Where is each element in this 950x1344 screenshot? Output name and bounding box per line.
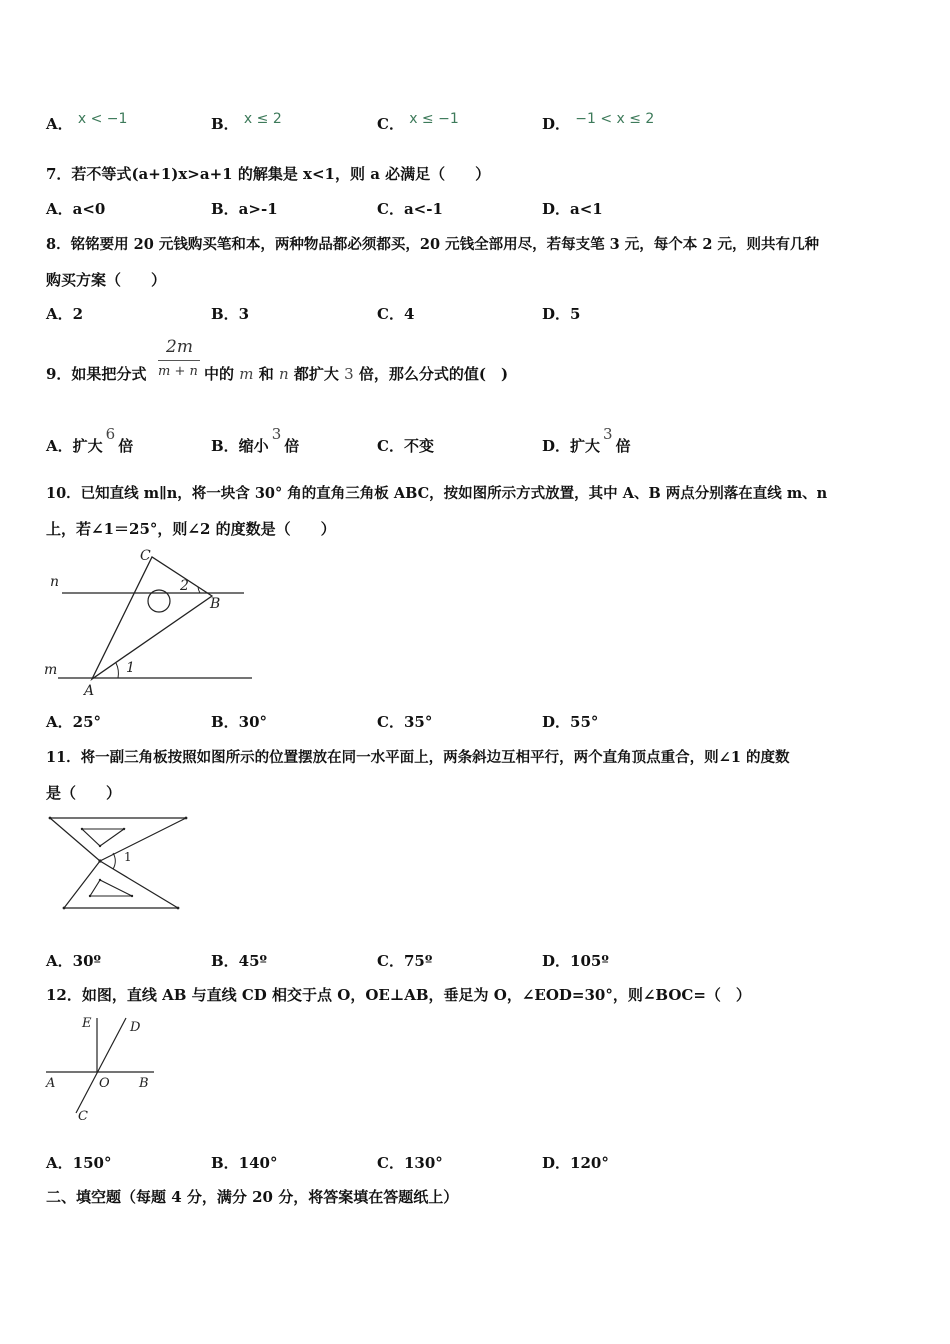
option-letter: C． bbox=[377, 115, 404, 133]
q10-option-c: C．35° bbox=[377, 713, 433, 731]
label-a: A bbox=[84, 683, 95, 697]
q9-fraction-denominator: m + n bbox=[158, 364, 198, 379]
q6-option-a bbox=[46, 113, 127, 134]
q10-stem-line1: 10．已知直线 m∥n，将一块含 30° 角的直角三角板 ABC，按如图所示方式放置，其中 A、B 两点分别落在直线 m、n bbox=[46, 485, 828, 502]
q8-option-d: D．5 bbox=[542, 305, 581, 323]
q8-option-b: B．3 bbox=[211, 305, 250, 323]
bottom-triangle-right-leg bbox=[100, 861, 178, 908]
q11-stem-line1: 11．将一副三角板按照如图所示的位置摆放在同一水平面上，两条斜边互相平行，两个直角顶点重合，则∠1 的度数 bbox=[46, 749, 790, 766]
option-letter: B． bbox=[211, 115, 239, 133]
option-pre: D．扩大 bbox=[542, 437, 601, 455]
q10-stem-line2: 上，若∠1＝25°，则∠2 的度数是（ ） bbox=[46, 520, 336, 538]
q12-stem: 12．如图，直线 AB 与直线 CD 相交于点 O，OE⊥AB，垂足为 O，∠EOD=30°，则∠BOC=（ ） bbox=[46, 986, 751, 1004]
q9-option-a bbox=[46, 425, 134, 456]
label-c: C bbox=[78, 1109, 88, 1124]
triangle-abc bbox=[92, 557, 212, 679]
q9-suffix: 倍，那么分式的值( ) bbox=[358, 365, 509, 383]
q12-option-c: C．130° bbox=[377, 1154, 443, 1172]
option-number: 3 bbox=[603, 425, 613, 443]
top-triangle-right-leg bbox=[100, 818, 186, 861]
q8-stem-line1: 8．铭铭要用 20 元钱购买笔和本，两种物品都必须都买，20 元钱全部用尽，若每支笔 3 元，每个本 2 元，则共有几种 bbox=[46, 236, 819, 253]
option-post: 倍 bbox=[284, 437, 300, 455]
option-expression: x ≤ −1 bbox=[409, 111, 459, 127]
q9-var-m: m bbox=[239, 365, 254, 383]
q11-option-a: A．30º bbox=[46, 952, 102, 970]
vertex-dot bbox=[99, 845, 101, 847]
q11-option-b: B．45º bbox=[211, 952, 268, 970]
option-expression: x < −1 bbox=[77, 111, 128, 127]
q9-stem-rest bbox=[204, 363, 508, 384]
q11-option-d: D．105º bbox=[542, 952, 609, 970]
q9-prefix: 9．如果把分式 bbox=[46, 365, 147, 383]
q8-option-c: C．4 bbox=[377, 305, 415, 323]
label-e: E bbox=[82, 1016, 92, 1031]
label-c: C bbox=[140, 548, 151, 564]
option-number: 3 bbox=[271, 425, 282, 443]
q12-option-b: B．140° bbox=[211, 1154, 278, 1172]
vertex-dot bbox=[131, 895, 133, 897]
q6-option-d bbox=[542, 113, 654, 134]
vertex-dot bbox=[99, 879, 101, 881]
option-pre: B．缩小 bbox=[211, 437, 269, 455]
vertex-dot bbox=[49, 817, 52, 820]
label-b: B bbox=[210, 596, 221, 612]
label-b: B bbox=[139, 1076, 149, 1091]
bottom-triangle-left-leg bbox=[64, 861, 100, 908]
q9-mid3: 都扩大 bbox=[293, 365, 339, 383]
q9-var-n: n bbox=[278, 365, 289, 383]
label-a: A bbox=[46, 1076, 56, 1091]
vertex-dot bbox=[177, 907, 180, 910]
q10-option-a: A．25° bbox=[46, 713, 102, 731]
label-o: O bbox=[99, 1076, 110, 1091]
vertex-dot bbox=[98, 859, 101, 862]
label-n: n bbox=[50, 574, 60, 590]
option-number: 6 bbox=[105, 425, 116, 443]
q7-option-c: C．a<-1 bbox=[377, 200, 443, 218]
q7-option-a: A．a<0 bbox=[46, 200, 106, 218]
q9-factor: 3 bbox=[344, 365, 354, 383]
label-m: m bbox=[44, 662, 58, 678]
vertex-dot bbox=[89, 895, 91, 897]
angle-1-arc bbox=[113, 853, 115, 869]
option-expression: −1 < x ≤ 2 bbox=[575, 111, 655, 127]
vertex-dot bbox=[63, 907, 66, 910]
section-2-heading: 二、填空题（每题 4 分，满分 20 分，将答案填在答题纸上） bbox=[46, 1188, 459, 1206]
bottom-inner-triangle bbox=[90, 880, 132, 896]
q12-figure bbox=[44, 1010, 159, 1125]
q9-option-d bbox=[542, 425, 631, 456]
option-post: 倍 bbox=[118, 437, 134, 455]
q6-option-c bbox=[377, 113, 459, 134]
q10-option-b: B．30° bbox=[211, 713, 268, 731]
q12-option-d: D．120° bbox=[542, 1154, 609, 1172]
q9-mid2: 和 bbox=[258, 365, 274, 383]
option-pre: C．不变 bbox=[377, 437, 434, 455]
q8-stem-line2: 购买方案（ ） bbox=[46, 271, 167, 289]
q9-option-b bbox=[211, 425, 300, 456]
angle-1-arc bbox=[116, 663, 118, 678]
vertex-dot bbox=[185, 817, 188, 820]
q6-option-b bbox=[211, 113, 282, 134]
q11-option-c: C．75º bbox=[377, 952, 433, 970]
vertex-dot bbox=[123, 828, 125, 830]
q8-option-a: A．2 bbox=[46, 305, 84, 323]
q10-figure bbox=[40, 545, 260, 697]
label-d: D bbox=[130, 1020, 141, 1035]
q7-option-d: D．a<1 bbox=[542, 200, 603, 218]
q12-option-a: A．150° bbox=[46, 1154, 112, 1172]
top-inner-triangle bbox=[82, 829, 124, 846]
option-expression: x ≤ 2 bbox=[243, 111, 282, 127]
q7-stem: 7．若不等式(a+1)x>a+1 的解集是 x<1，则 a 必满足（ ） bbox=[46, 165, 491, 183]
option-letter: D． bbox=[542, 115, 571, 133]
q9-mid1: 中的 bbox=[204, 365, 235, 383]
option-post: 倍 bbox=[615, 437, 631, 455]
label-1: 1 bbox=[124, 850, 132, 864]
q9-option-c bbox=[377, 435, 434, 456]
q11-figure bbox=[44, 812, 189, 916]
q11-stem-line2: 是（ ） bbox=[46, 784, 122, 802]
option-pre: A．扩大 bbox=[46, 437, 103, 455]
option-letter: A． bbox=[46, 115, 73, 133]
line-cd bbox=[76, 1018, 126, 1113]
vertex-dot bbox=[81, 828, 83, 830]
label-1: 1 bbox=[126, 660, 135, 676]
q10-option-d: D．55° bbox=[542, 713, 599, 731]
q9-fraction-numerator: 2m bbox=[166, 337, 193, 357]
q9-fraction-bar bbox=[158, 360, 200, 361]
q7-option-b: B．a>-1 bbox=[211, 200, 278, 218]
label-2: 2 bbox=[180, 578, 189, 594]
